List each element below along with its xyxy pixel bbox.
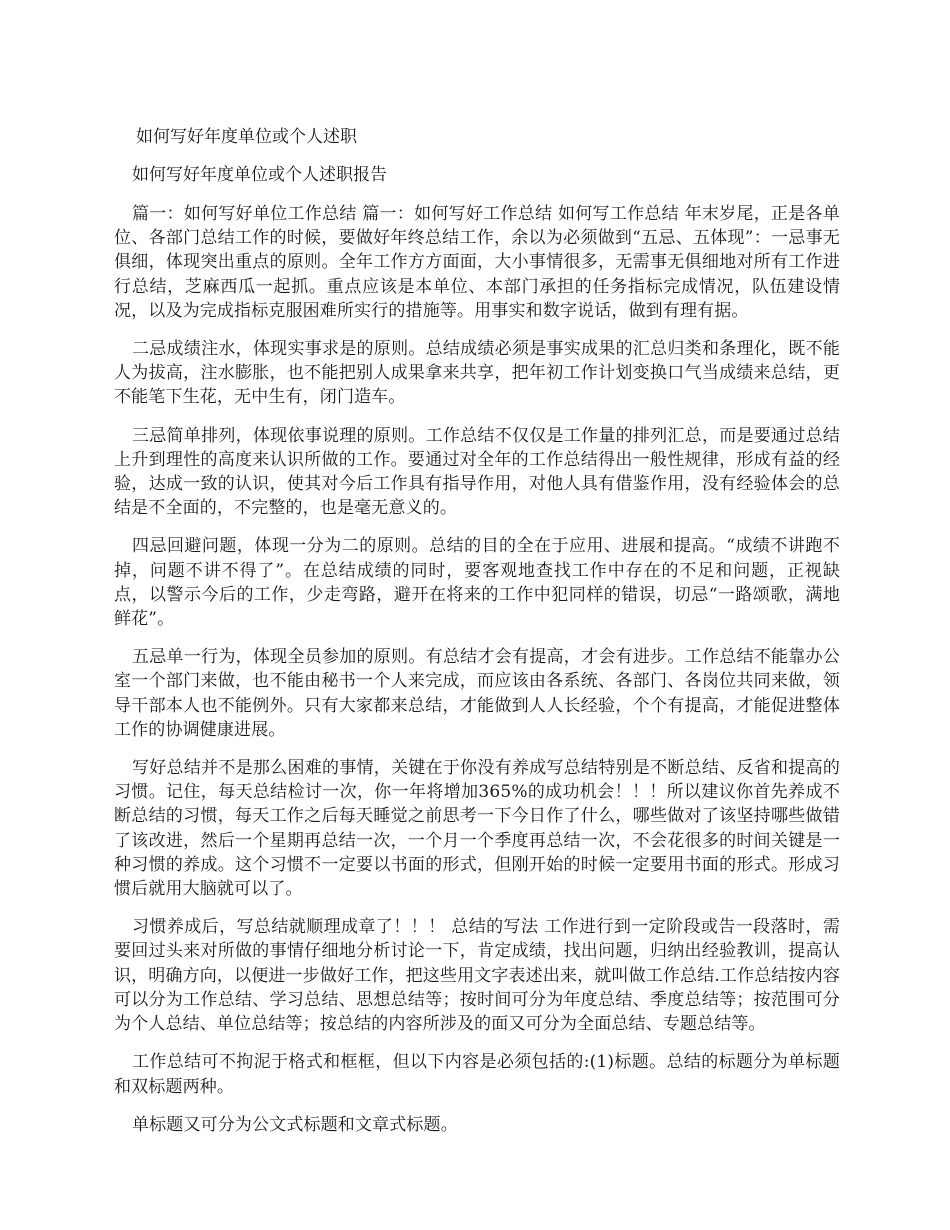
paragraph-5: 五忌单一行为，体现全员参加的原则。有总结才会有提高，才会有进步。工作总结不能靠办公室一个部门来做，也不能由秘书一个人来完成，而应该由各系统、各部门、各岗位共同来做，领导干部本人也不能例外。只有大家都来总结，才能做到人人长经验，个个有提高，才能促进整体工作的协调健康进展。: [114, 647, 840, 740]
paragraph-9: 单标题又可分为公文式标题和文章式标题。: [132, 1114, 458, 1135]
paragraph-7: 习惯养成后，写总结就顺理成章了！！！ 总结的写法 工作进行到一定阶段或告一段落时，需要回过头来对所做的事情仔细地分析讨论一下，肯定成绩，找出问题，归纳出经验教训，提高认识，明确方向，以便进一步做好工作，把这些用文字表述出来，就叫做工作总结.工作总结按内容可以分为工作总结、学习总结、思想总结等；按时间可分为年度总结、季度总结等；按范围可分为个人总结、单位总结等；按总结的内容所涉及的面又可分为全面总结、专题总结等。: [114, 917, 840, 1035]
document-subtitle: 如何写好年度单位或个人述职报告: [132, 165, 387, 185]
document-title: 如何写好年度单位或个人述职: [136, 127, 357, 147]
paragraph-8: 工作总结可不拘泥于格式和框框，但以下内容是必须包括的:(1)标题。总结的标题分为单标题和双标题两种。: [114, 1052, 840, 1097]
paragraph-3: 三忌简单排列，体现依事说理的原则。工作总结不仅仅是工作量的排列汇总，而是要通过总结上升到理性的高度来认识所做的工作。要通过对全年的工作总结得出一般性规律，形成有益的经验，达成一致的认识，使其对今后工作具有指导作用，对他人具有借鉴作用，没有经验体会的总结是不全面的，不完整的，也是毫无意义的。: [114, 425, 840, 519]
paragraph-1: 篇一：如何写好单位工作总结 篇一：如何写好工作总结 如何写工作总结 年末岁尾，正是各单位、各部门总结工作的时候，要做好年终总结工作，余以为必须做到“五忌、五体现”：一忌事无俱细，体现突出重点的原则。全年工作方方面面，大小事情很多，无需事无俱细地对所有工作进行总结，芝麻西瓜一起抓。重点应该是本单位、本部门承担的任务指标完成情况，队伍建设情况，以及为完成指标克服困难所实行的措施等。用事实和数字说话，做到有理有据。: [114, 204, 840, 321]
paragraph-6: 写好总结并不是那么困难的事情，关键在于你没有养成写总结特别是不断总结、反省和提高的习惯。记住，每天总结检讨一次，你一年将增加365%的成功机会！！！所以建议你首先养成不断总结的习惯，每天工作之后每天睡觉之前思考一下今日作了什么，哪些做对了该坚持哪些做错了该改进，然后一个星期再总结一次，一个月一个季度再总结一次，不会花很多的时间关键是一种习惯的养成。这个习惯不一定要以书面的形式，但刚开始的时候一定要用书面的形式。形成习惯后就用大脑就可以了。: [114, 758, 840, 900]
paragraph-4: 四忌回避问题，体现一分为二的原则。总结的目的全在于应用、进展和提高。“成绩不讲跑不掉，问题不讲不得了”。在总结成绩的同时，要客观地查找工作中存在的不足和问题，正视缺点，以警示今后的工作，少走弯路，避开在将来的工作中犯同样的错误，切忌“一路颂歌，满地鲜花”。: [114, 536, 840, 630]
paragraph-2: 二忌成绩注水，体现实事求是的原则。总结成绩必须是事实成果的汇总归类和条理化，既不能人为拔高，注水膨胀，也不能把别人成果拿来共享，把年初工作计划变换口气当成绩来总结，更不能笔下生花，无中生有，闭门造车。: [114, 339, 840, 408]
document-page: [114, 124, 840, 1151]
